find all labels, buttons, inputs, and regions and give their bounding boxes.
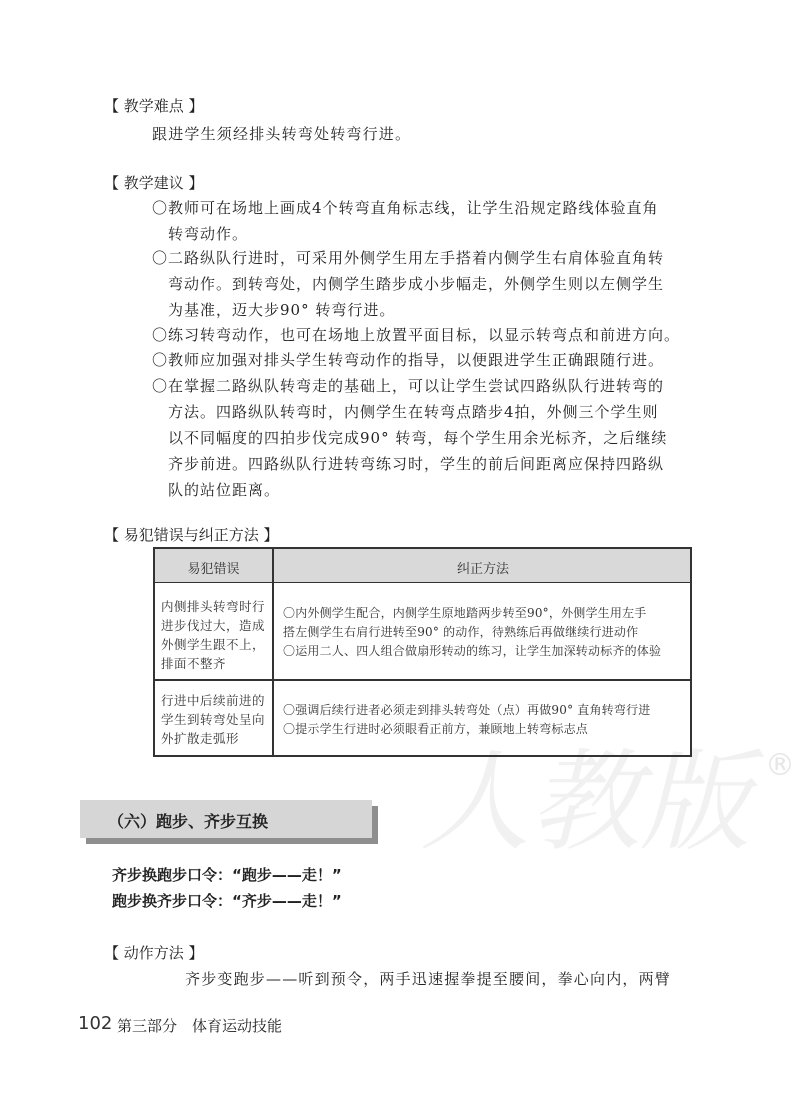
section-banner (80, 800, 372, 838)
circle-bullet-icon: 〇 (152, 377, 169, 395)
svg-text:®: ® (765, 748, 795, 783)
table-header (155, 549, 690, 583)
difficulty-heading: 【 教学难点 】 (104, 97, 204, 115)
column-header-errors: 易犯错误 (187, 562, 240, 577)
errors-table (153, 547, 692, 757)
method-heading: 【 动作方法 】 (104, 944, 204, 962)
row-divider (155, 679, 690, 681)
errors-heading: 【 易犯错误与纠正方法 】 (104, 526, 279, 544)
circle-bullet-icon: 〇 (152, 249, 169, 267)
suggestion-line: 以不同幅度的四拍步伐完成90° 转弯，每个学生用余光标齐，之后继续 (168, 429, 668, 447)
table-cell-fix (283, 604, 687, 661)
suggestion-line: 二路纵队行进时，可采用外侧学生用左手搭着内侧学生右肩体验直角转 (168, 249, 665, 267)
circle-bullet-icon: 〇 (152, 326, 169, 344)
suggestion-item (152, 322, 697, 348)
suggestion-item (152, 195, 697, 247)
suggestion-line: 齐步前进。四路纵队行进转弯练习时，学生的前后间距离应保持四路纵 (168, 455, 665, 473)
suggestion-line: 教师应加强对排头学生转弯动作的指导，以便跟进学生正确跟随行进。 (168, 351, 665, 369)
table-cell-error (161, 597, 269, 673)
suggestion-item (152, 347, 697, 373)
suggestion-line: 为基准，迈大步90° 转弯行进。 (168, 301, 396, 319)
suggestions-heading: 【 教学建议 】 (104, 174, 204, 192)
footer-section: 第三部分 体育运动技能 (117, 1017, 283, 1035)
cell-line: 〇强调后续行进者必须走到排头转弯处（点）再做90° 直角转弯行进 (283, 703, 651, 717)
circle-bullet-icon: 〇 (152, 351, 169, 369)
cell-line: 外侧学生跟不上， (161, 637, 266, 652)
column-header-fixes: 纠正方法 (456, 562, 509, 577)
cell-line: 学生到转弯处呈向 (161, 712, 266, 727)
method-text: 齐步变跑步——听到预令，两手迅速握拳提至腰间，拳心向内，两臂 (185, 970, 672, 988)
suggestion-line: 在掌握二路纵队转弯走的基础上，可以让学生尝试四路纵队行进转弯的 (168, 377, 665, 395)
cell-line: 行进中后续前进的 (161, 693, 266, 708)
cell-line: 搭左侧学生右肩行进转至90° 的动作，待熟练后再做继续行进动作 (283, 625, 639, 639)
cell-line: 〇运用二人、四人组合做扇形转动的练习，让学生加深转动标齐的体验 (283, 644, 662, 658)
difficulty-text: 跟进学生须经排头转弯处转弯行进。 (152, 125, 412, 143)
suggestion-line: 弯动作。到转弯处，内侧学生踏步成小步幅走，外侧学生则以左侧学生 (168, 275, 665, 293)
suggestion-item (152, 373, 697, 503)
cell-line: 内侧排头转弯时行 (161, 599, 266, 614)
column-divider (272, 549, 274, 755)
suggestion-line: 队的站位距离。 (168, 481, 281, 499)
cell-line: 排面不整齐 (161, 656, 227, 671)
cell-line: 外扩散走弧形 (161, 731, 240, 746)
cell-line: 〇提示学生行进时必须眼看正前方，兼顾地上转弯标志点 (283, 722, 589, 736)
suggestion-line: 方法。四路纵队转弯时，内侧学生在转弯点踏步4拍，外侧三个学生则 (168, 403, 659, 421)
page-number: 102 (78, 1013, 113, 1034)
section-title: （六）跑步、齐步互换 (108, 812, 269, 831)
table-cell-fix (283, 701, 687, 739)
cell-line: 进步伐过大，造成 (161, 618, 266, 633)
command-march: 跑步换齐步口令：“齐步——走！” (112, 892, 342, 910)
suggestion-line: 教师可在场地上画成4个转弯直角标志线，让学生沿规定路线体验直角 (168, 199, 659, 217)
circle-bullet-icon: 〇 (152, 199, 169, 217)
table-cell-error (161, 691, 269, 748)
command-jog: 齐步换跑步口令：“跑步——走！” (112, 866, 342, 884)
cell-line: 〇内外侧学生配合，内侧学生原地踏两步转至90°，外侧学生用左手 (283, 606, 647, 620)
suggestion-line: 练习转弯动作，也可在场地上放置平面目标，以显示转弯点和前进方向。 (168, 326, 681, 344)
suggestion-item (152, 245, 697, 323)
svg-text:人教版: 人教版 (420, 738, 750, 866)
suggestion-line: 转弯动作。 (168, 225, 249, 243)
